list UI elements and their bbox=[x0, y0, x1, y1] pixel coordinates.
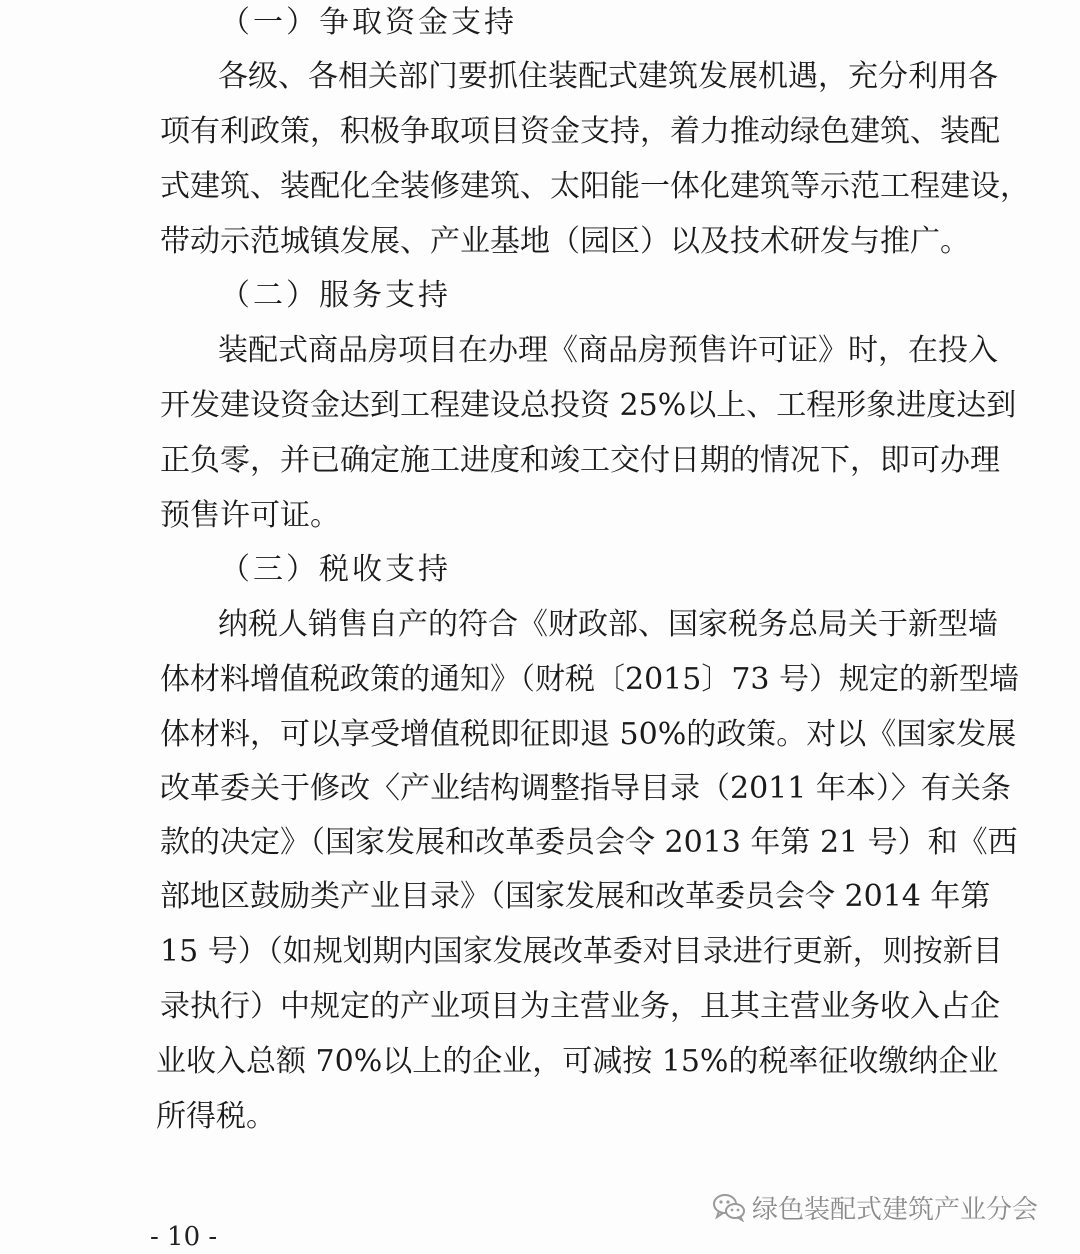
paragraph-line bbox=[0, 488, 1080, 544]
paragraph-line bbox=[0, 323, 1080, 379]
paragraph-line bbox=[0, 597, 1080, 653]
paragraph-line bbox=[0, 159, 1080, 215]
section3-line-10: 所得税。 bbox=[156, 1099, 276, 1134]
section3-line-6: 部地区鼓励类产业目录》（国家发展和改革委员会令 2014 年第 bbox=[160, 879, 991, 914]
paragraph-line bbox=[0, 652, 1080, 708]
section1-line-4: 带动示范城镇发展、产业基地（园区）以及技术研发与推广。 bbox=[160, 224, 970, 259]
section2-line-1: 装配式商品房项目在办理《商品房预售许可证》时，在投入 bbox=[218, 333, 998, 368]
page-number: - 10 - bbox=[150, 1222, 218, 1252]
section2-line-2: 开发建设资金达到工程建设总投资 25%以上、工程形象进度达到 bbox=[160, 388, 1017, 423]
paragraph-line bbox=[0, 433, 1080, 489]
section3-heading: （三）税收支持 bbox=[220, 552, 451, 587]
paragraph-line bbox=[0, 761, 1080, 817]
section1-line-2: 项有利政策，积极争取项目资金支持，着力推动绿色建筑、装配 bbox=[160, 114, 1000, 149]
section3-line-1: 纳税人销售自产的符合《财政部、国家税务总局关于新型墙 bbox=[218, 607, 998, 642]
section-heading bbox=[0, 268, 1080, 324]
paragraph-line bbox=[0, 104, 1080, 160]
section-heading bbox=[0, 542, 1080, 598]
section1-line-3: 式建筑、装配化全装修建筑、太阳能一体化建筑等示范工程建设， bbox=[160, 169, 1030, 204]
section3-line-3: 体材料，可以享受增值税即征即退 50%的政策。对以《国家发展 bbox=[160, 717, 1017, 752]
section1-line-1: 各级、各相关部门要抓住装配式建筑发展机遇，充分利用各 bbox=[218, 59, 998, 94]
section3-line-5: 款的决定》（国家发展和改革委员会令 2013 年第 21 号）和《西 bbox=[160, 825, 1018, 860]
paragraph-line bbox=[0, 214, 1080, 270]
section3-line-7: 15 号）（如规划期内国家发展改革委对目录进行更新，则按新目 bbox=[160, 934, 1003, 969]
paragraph-line bbox=[0, 979, 1080, 1035]
section2-line-4: 预售许可证。 bbox=[160, 498, 340, 533]
section3-line-2: 体材料增值税政策的通知》（财税〔2015〕73 号）规定的新型墙 bbox=[160, 662, 1020, 697]
paragraph-line bbox=[0, 378, 1080, 434]
paragraph-line bbox=[0, 869, 1080, 925]
account-watermark bbox=[712, 1185, 1038, 1229]
section3-line-4: 改革委关于修改〈产业结构调整指导目录（2011 年本）〉有关条 bbox=[160, 771, 1011, 806]
paragraph-line bbox=[0, 815, 1080, 871]
section2-heading: （二）服务支持 bbox=[220, 278, 451, 313]
watermark-text: 绿色装配式建筑产业分会 bbox=[752, 1194, 1039, 1225]
paragraph-line bbox=[0, 1034, 1080, 1090]
paragraph-line bbox=[0, 1089, 1080, 1145]
section2-line-3: 正负零，并已确定施工进度和竣工交付日期的情况下，即可办理 bbox=[160, 443, 1000, 478]
section3-line-8: 录执行）中规定的产业项目为主营业务，且其主营业务收入占企 bbox=[160, 989, 1000, 1024]
section3-line-9: 业收入总额 70%以上的企业，可减按 15%的税率征收缴纳企业 bbox=[156, 1044, 999, 1079]
paragraph-line bbox=[0, 707, 1080, 763]
wechat-icon bbox=[712, 1192, 746, 1222]
paragraph-line bbox=[0, 49, 1080, 105]
section-heading bbox=[0, 0, 1080, 51]
section1-heading: （一）争取资金支持 bbox=[220, 5, 517, 40]
paragraph-line bbox=[0, 924, 1080, 980]
